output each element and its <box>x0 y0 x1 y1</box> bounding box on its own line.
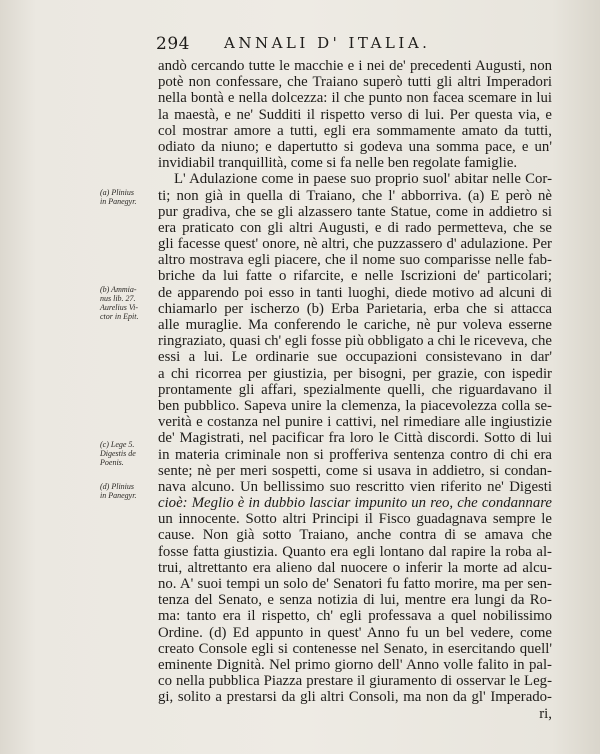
text-line: in materia criminale non si profferiva sentenza contro di chi era <box>158 446 552 463</box>
margin-note-line: (a) Plinius <box>100 188 134 197</box>
margin-note-line: in Panegyr. <box>100 197 137 206</box>
text-line: ma: tanto era il rispetto, ch' egli professava a quel nobilissimo <box>158 608 552 625</box>
text-line: cioè: Meglio è in dubbio lasciar impunito un reo, che condannare <box>158 495 552 512</box>
text-line: no. A' suoi tempi un solo de' Senatori fu fatto morire, ma per sen- <box>158 576 552 593</box>
text-line: prontamente gli affari, spezialmente quelli, che riguardavano il <box>158 381 552 398</box>
text-line: chiamarlo per ischerzo (b) Erba Parietaria, erba che si attacca <box>158 300 552 317</box>
page-header <box>156 34 472 54</box>
text-line: a chi ricorrea per giustizia, per bisogni, per grazie, con ispedir <box>158 365 552 382</box>
text-line: essi a lui. Le ordinarie sue occupazioni consistevano in dar' <box>158 349 552 366</box>
body-text <box>158 58 552 722</box>
text-line: co nella pubblica Piazza prestare il giuramento di osservar le Leg- <box>158 673 552 690</box>
text-line: era praticato con gli altri Augusti, e di rado permetteva, che se <box>158 219 552 236</box>
text-line: andò cercando tutte le macchie e i nei de' precedenti Augusti, non <box>158 58 552 74</box>
margin-note-line: nus lib. 27. <box>100 294 136 303</box>
text-line: nava alcuno. Un bellissimo suo rescritto vien riferito ne' Digesti <box>158 478 552 495</box>
margin-note-line: ctor in Epit. <box>100 312 139 321</box>
margin-note-a <box>100 188 158 206</box>
text-line: odiato da niuno; e dapertutto si godeva una somma pace, e un' <box>158 138 552 155</box>
text-line: ringraziato, quasi ch' egli fosse più obbligato a chi le riceveva, che <box>158 333 552 350</box>
text-line: col mostrar amore a tutti, egli era sommamente amato da tutti, <box>158 122 552 139</box>
text-line: gli facesse quest' onore, nè altri, che puzzassero d' adulazione. Per <box>158 236 552 253</box>
margin-note-line: Digestis de <box>100 449 136 458</box>
margin-note-line: (c) Lege 5. <box>100 440 135 449</box>
text-line: la maestà, e ne' Sudditi il rispetto verso di lui. Per questa via, e <box>158 106 552 123</box>
text-line: creato Console egli si contenesse nel Senato, in esercitando quell' <box>158 640 552 657</box>
margin-note-line: in Panegyr. <box>100 491 137 500</box>
running-title: ANNALI D' ITALIA. <box>224 34 431 52</box>
text-line: alle muraglie. Ma conferendo le cariche, nè pur voleva esserne <box>158 317 552 334</box>
text-line: ri, <box>539 705 552 722</box>
text-line: tenza del Senato, e senza notizia di lui, mentre era lungi da Ro- <box>158 592 552 609</box>
margin-note-b <box>100 285 158 321</box>
text-line: nella bontà e nella dolcezza: il che punto non facea scemare in lui <box>158 90 552 107</box>
text-line: potè non confessare, che Traiano superò tutti gli altri Imperadori <box>158 74 552 91</box>
text-line: ben pubblico. Sapeva unire la clemenza, la piacevolezza colla se- <box>158 397 552 414</box>
text-line: gi, solito a prestarsi da gli altri Consoli, ma non da gl' Imperado- <box>158 689 552 706</box>
margin-note-line: (d) Plinius <box>100 482 134 491</box>
margin-note-d <box>100 482 158 500</box>
margin-note-line: (b) Ammia- <box>100 285 137 294</box>
text-line: trui, altrettanto era alieno dal nuocere o inferir la morte ad alcu- <box>158 559 552 576</box>
text-line: sente; nè per meri sospetti, come si usava in addietro, si condan- <box>158 462 552 479</box>
text-line: briche da lui fatte o rifarcite, e nelle Iscrizioni de' particolari; <box>158 268 552 285</box>
text-line: de' Magistrati, nel pacificar fra loro le Città discordi. Sotto di lui <box>158 430 552 447</box>
text-line: verità e costanza nel punire i cattivi, nel rimediare alle ingiustizie <box>158 414 552 431</box>
text-line: eminente Dignità. Nel primo giorno dell' Anno volle falito in pal- <box>158 656 552 673</box>
text-line: ti; non già in quella di Traiano, che l' abborriva. (a) E però nè <box>158 187 552 204</box>
page-number: 294 <box>156 34 190 54</box>
margin-note-c <box>100 440 158 467</box>
text-line: de apparendo poi esso in tanti luoghi, diede motivo ad alcuni di <box>158 284 552 301</box>
text-line: un innocente. Sotto altri Principi il Fisco guadagnava sempre le <box>158 511 552 528</box>
text-line: cause. Non già sotto Traiano, anche contra di se amava che <box>158 527 552 544</box>
text-line: invidiabil tranquillità, come si fa nelle ben regolate famiglie. <box>158 155 518 172</box>
text-line: fosse fatta giustizia. Quanto era egli lontano dal rapire la roba al- <box>158 543 552 560</box>
text-line: Ordine. (d) Ed appunto in quest' Anno fu un bel vedere, come <box>158 624 552 641</box>
text-line: L' Adulazione come in paese suo proprio suol' abitar nelle Cor- <box>174 171 552 188</box>
margin-note-line: Aurelius Vi- <box>100 303 138 312</box>
text-line: altro mostrava egli piacere, che il nome suo comparisse nelle fab- <box>158 252 552 269</box>
text-line: pur gradiva, che se gli alzassero tante Statue, come in addietro si <box>158 203 552 220</box>
margin-note-line: Poenis. <box>100 458 124 467</box>
